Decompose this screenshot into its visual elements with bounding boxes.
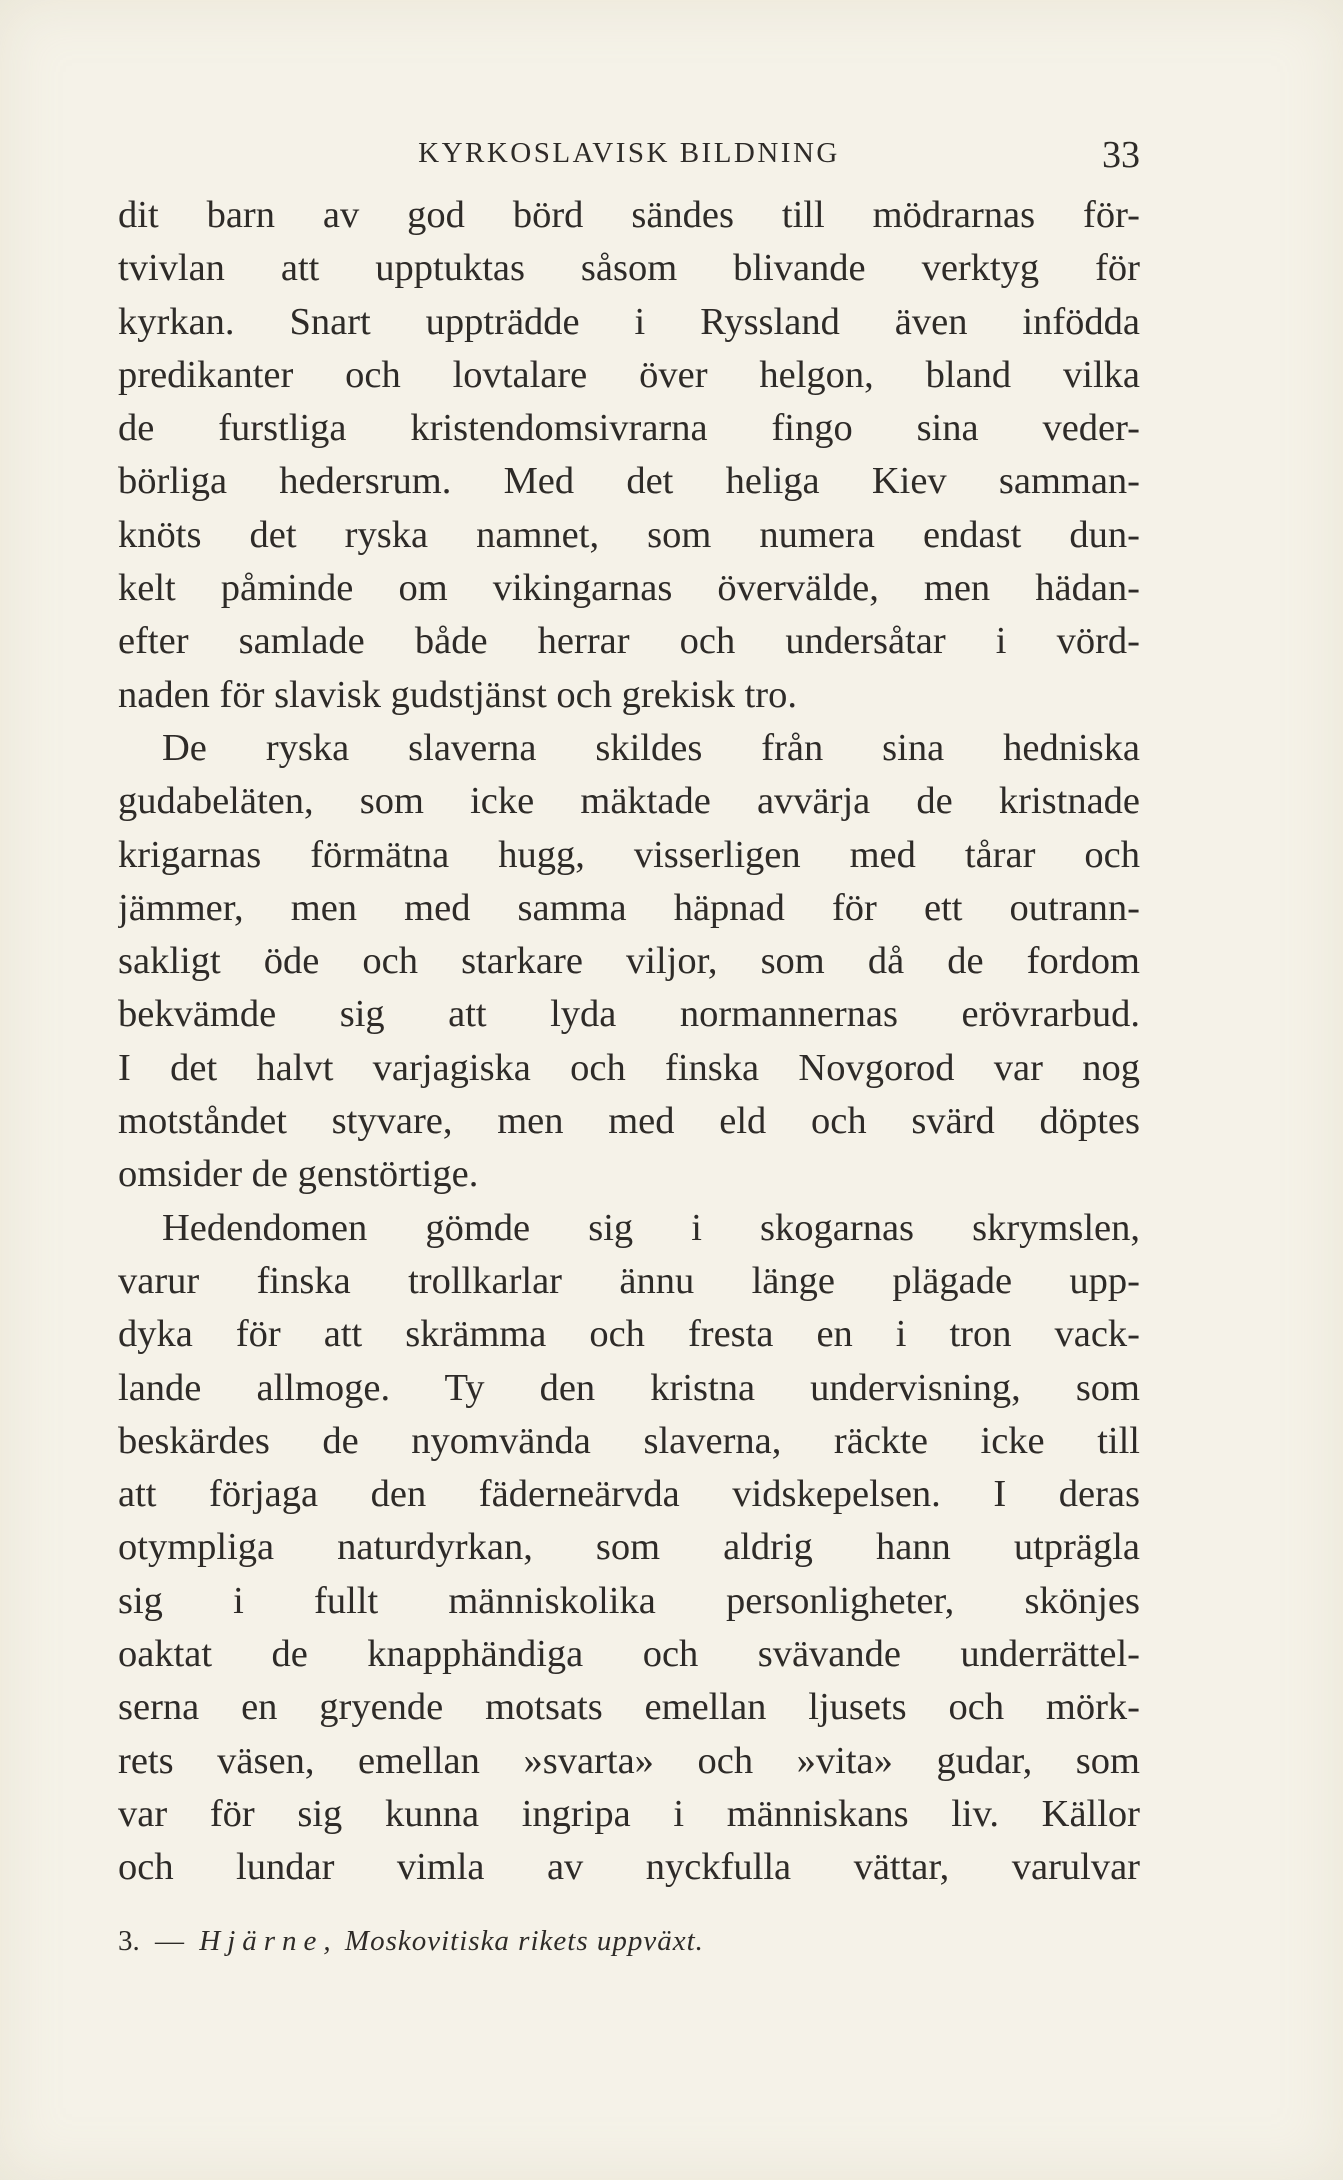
text-line: omsider de genstörtige.: [118, 1153, 479, 1196]
footer-dash: —: [155, 1925, 184, 1957]
text-line: de furstliga kristendomsivrarna fingo sina veder-: [118, 407, 1140, 450]
footer-author: Hjärne,: [199, 1925, 338, 1957]
text-line: sakligt öde och starkare viljor, som då de fordom: [118, 940, 1140, 983]
text-line: oaktat de knapphändiga och svävande underrättel-: [118, 1633, 1140, 1676]
footer-title: Moskovitiska rikets uppväxt.: [344, 1925, 704, 1957]
text-line: naden för slavisk gudstjänst och grekisk tro.: [118, 673, 797, 716]
text-line: börliga hedersrum. Med det heliga Kiev samman-: [118, 460, 1140, 503]
text-line: rets väsen, emellan »svarta» och »vita» gudar, som: [118, 1739, 1140, 1782]
signature-mark: 3.: [118, 1925, 140, 1957]
text-line: otympliga naturdyrkan, som aldrig hann utprägla: [118, 1526, 1140, 1569]
text-line: bekvämde sig att lyda normannernas erövrarbud.: [118, 993, 1140, 1036]
text-line: efter samlade både herrar och undersåtar i vörd-: [118, 620, 1140, 663]
text-line: dit barn av god börd sändes till mödrarnas för-: [118, 194, 1140, 236]
text-line: motståndet styvare, men med eld och svärd döptes: [118, 1100, 1140, 1143]
text-line: att förjaga den fäderneärvda vidskepelsen. I deras: [118, 1473, 1140, 1516]
signature-footer: [118, 1919, 1140, 1963]
text-line: serna en gryende motsats emellan ljusets och mörk-: [118, 1686, 1140, 1729]
text-line: De ryska slaverna skildes från sina hedniska: [162, 726, 1140, 769]
text-line: sig i fullt människolika personligheter, skönjes: [118, 1579, 1140, 1622]
text-line: krigarnas förmätna hugg, visserligen med tårar och: [118, 833, 1140, 876]
page-header: [118, 128, 1140, 178]
text-line: och lundar vimla av nyckfulla vättar, varulvar: [118, 1846, 1140, 1889]
text-line: gudabeläten, som icke mäktade avvärja de kristnade: [118, 780, 1140, 823]
text-line: dyka för att skrämma och fresta en i tron vack-: [118, 1313, 1140, 1356]
text-line: jämmer, men med samma häpnad för ett outrann-: [118, 886, 1140, 929]
paragraph-1: [118, 189, 1140, 722]
paragraph-2: [118, 722, 1140, 1202]
text-line: varur finska trollkarlar ännu länge plägade upp-: [118, 1259, 1140, 1302]
paragraph-3: [118, 1202, 1140, 1895]
text-line: kelt påminde om vikingarnas övervälde, men hädan-: [118, 567, 1140, 610]
body-text: [118, 189, 1140, 1895]
text-line: beskärdes de nyomvända slaverna, räckte icke till: [118, 1419, 1140, 1462]
text-line: kyrkan. Snart uppträdde i Ryssland även infödda: [118, 300, 1140, 343]
text-line: tvivlan att upptuktas såsom blivande verktyg för: [118, 247, 1140, 290]
text-line: var för sig kunna ingripa i människans liv. Källor: [118, 1792, 1140, 1835]
text-line: knöts det ryska namnet, som numera endast dun-: [118, 513, 1140, 556]
running-head: KYRKOSLAVISK BILDNING: [418, 137, 840, 169]
page-number: 33: [1102, 134, 1140, 176]
text-line: lande allmoge. Ty den kristna undervisning, som: [118, 1366, 1140, 1409]
text-line: Hedendomen gömde sig i skogarnas skrymslen,: [162, 1206, 1140, 1249]
text-line: I det halvt varjagiska och finska Novgorod var nog: [118, 1046, 1140, 1089]
text-line: predikanter och lovtalare över helgon, bland vilka: [118, 353, 1140, 396]
